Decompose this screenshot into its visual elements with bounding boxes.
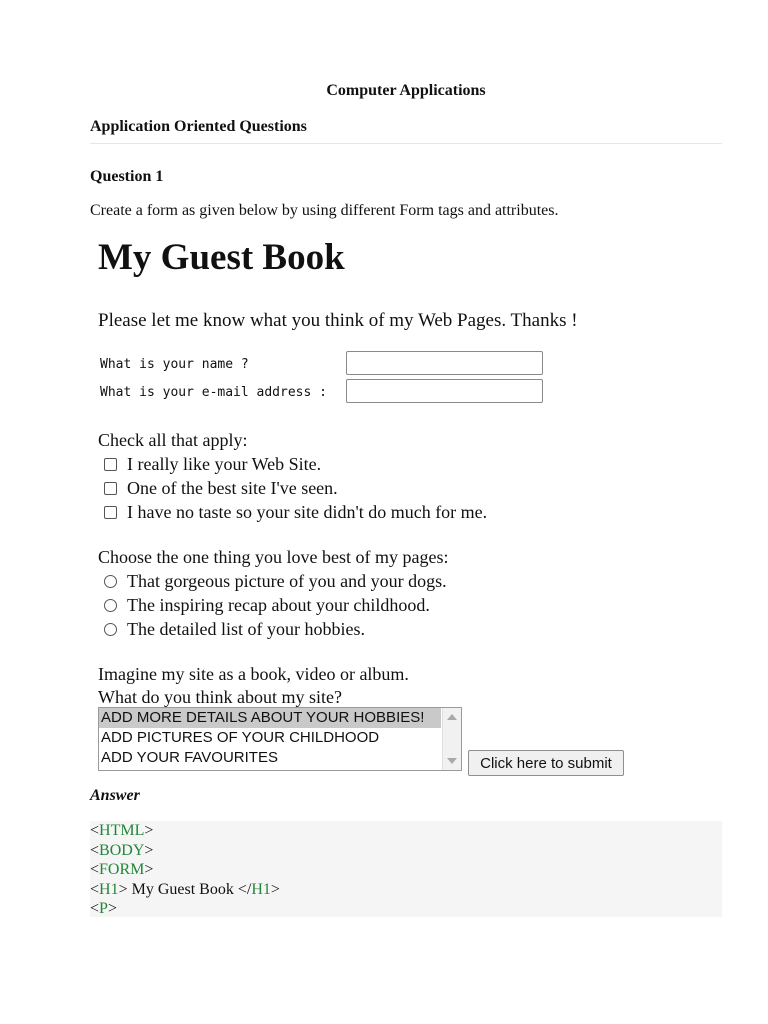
checkbox-label: I have no taste so your site didn't do much for me. (127, 502, 488, 522)
email-input[interactable] (346, 379, 543, 403)
name-input[interactable] (346, 351, 543, 375)
scroll-down-icon[interactable] (447, 758, 457, 764)
answer-label: Answer (90, 787, 140, 804)
question-title: Question 1 (90, 168, 164, 185)
radio-option[interactable] (104, 571, 447, 592)
radio-label: The detailed list of your hobbies. (127, 619, 365, 639)
checkbox-label: I really like your Web Site. (127, 454, 322, 474)
opinion-listbox[interactable] (98, 707, 462, 771)
radio-option[interactable] (104, 595, 430, 616)
listbox-scrollbar[interactable] (442, 708, 461, 770)
document-title: Computer Applications (326, 82, 486, 99)
code-line: <H1> My Guest Book </H1> (90, 880, 280, 898)
code-line: <FORM> (90, 861, 154, 878)
checkbox-icon[interactable] (104, 506, 117, 519)
submit-button[interactable]: Click here to submit (468, 750, 624, 776)
radio-icon[interactable] (104, 623, 117, 636)
checkbox-label: One of the best site I've seen. (127, 478, 338, 498)
radio-option[interactable] (104, 619, 365, 640)
listbox-option[interactable]: ADD YOUR FAVOURITES (101, 749, 278, 766)
code-line: <BODY> (90, 841, 154, 859)
guestbook-heading: My Guest Book (98, 237, 345, 278)
checkbox-option[interactable] (104, 478, 338, 499)
guestbook-intro: Please let me know what you think of my Web Pages. Thanks ! (98, 310, 578, 331)
code-block (90, 821, 722, 917)
code-line: <HTML> (90, 822, 154, 839)
checkbox-heading: Check all that apply: (98, 430, 248, 450)
imagine-text: Imagine my site as a book, video or album. (98, 664, 409, 684)
email-label: What is your e-mail address : (100, 385, 327, 400)
checkbox-icon[interactable] (104, 482, 117, 495)
code-line: <P> (90, 900, 117, 917)
section-heading: Application Oriented Questions (90, 118, 307, 135)
radio-icon[interactable] (104, 575, 117, 588)
radio-heading: Choose the one thing you love best of my pages: (98, 547, 449, 567)
radio-label: The inspiring recap about your childhood. (127, 595, 430, 615)
checkbox-option[interactable] (104, 454, 321, 475)
checkbox-icon[interactable] (104, 458, 117, 471)
radio-icon[interactable] (104, 599, 117, 612)
listbox-option-selected[interactable]: ADD MORE DETAILS ABOUT YOUR HOBBIES! (99, 708, 441, 728)
checkbox-option[interactable] (104, 502, 487, 523)
question-text: Create a form as given below by using different Form tags and attributes. (90, 202, 559, 219)
guestbook-form-screenshot (90, 232, 650, 782)
radio-label: That gorgeous picture of you and your dogs. (127, 571, 447, 591)
listbox-option[interactable]: ADD PICTURES OF YOUR CHILDHOOD (101, 729, 380, 746)
opinion-question: What do you think about my site? (98, 687, 342, 707)
scroll-up-icon[interactable] (447, 714, 457, 720)
name-label: What is your name ? (100, 357, 249, 372)
section-divider (90, 143, 722, 144)
